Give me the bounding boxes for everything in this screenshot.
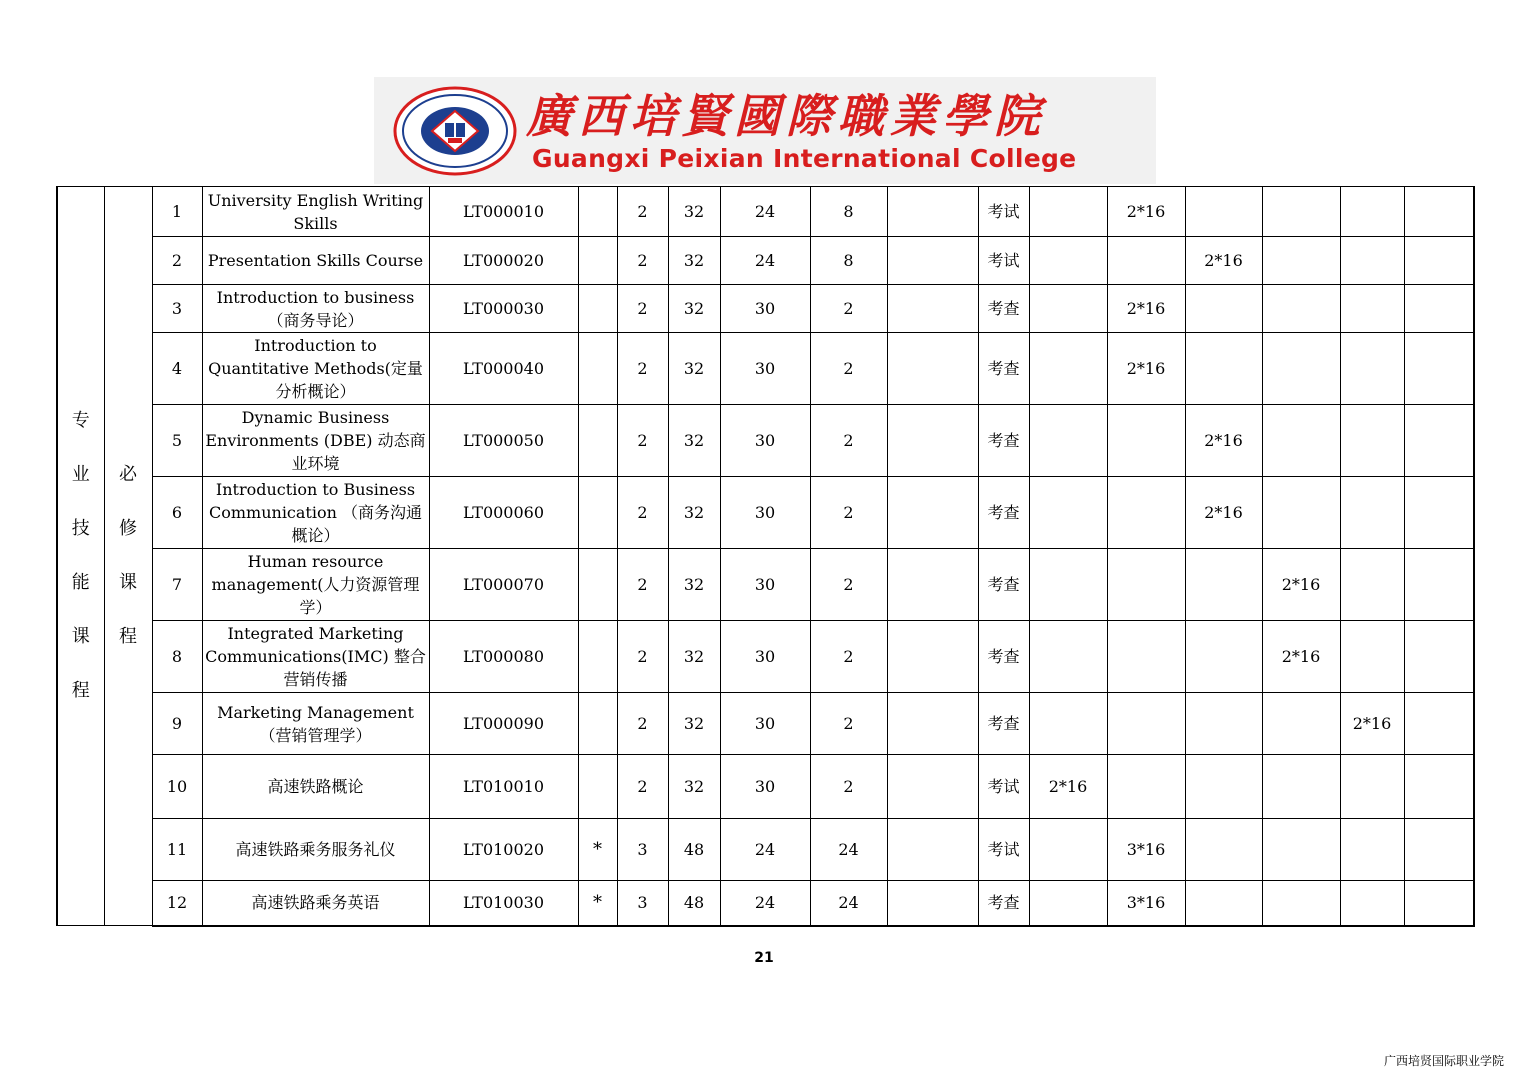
semester-3-cell [1185,187,1262,237]
table-row [57,333,1474,405]
extra-cell [887,477,978,549]
core-mark [578,477,617,549]
course-code: LT000030 [429,285,578,333]
row-number: 9 [152,693,202,755]
total-hours-cell: 32 [668,549,720,621]
credit-cell: 2 [617,549,668,621]
semester-2-cell: 3*16 [1107,881,1185,926]
college-name-english: Guangxi Peixian International College [532,144,1077,173]
course-code: LT000040 [429,333,578,405]
core-mark [578,549,617,621]
category-label: 专业技能课程 [71,410,90,701]
total-hours-cell: 32 [668,477,720,549]
semester-2-cell [1107,477,1185,549]
practice-hours-cell: 2 [810,693,887,755]
subcategory-label: 必修课程 [119,464,137,647]
total-hours-cell: 32 [668,621,720,693]
row-number: 8 [152,621,202,693]
row-number: 6 [152,477,202,549]
course-code: LT000020 [429,237,578,285]
course-name: Human resource management(人力资源管理学） [202,549,429,621]
footer-text: 广西培贤国际职业学院 [1383,1054,1504,1068]
semester-1-cell [1029,477,1107,549]
course-code: LT000080 [429,621,578,693]
semester-5-cell [1340,187,1404,237]
core-mark [578,693,617,755]
course-code: LT010020 [429,819,578,881]
semester-5-cell [1340,405,1404,477]
semester-1-cell [1029,187,1107,237]
credit-cell: 2 [617,621,668,693]
college-seal-icon [392,85,518,177]
semester-5-cell [1340,549,1404,621]
core-mark [578,237,617,285]
core-mark [578,333,617,405]
semester-6-cell [1404,549,1474,621]
semester-3-cell [1185,819,1262,881]
course-name: Introduction to business（商务导论） [202,285,429,333]
assessment-cell: 考查 [978,621,1029,693]
semester-3-cell [1185,285,1262,333]
theory-hours-cell: 30 [720,285,810,333]
core-mark [578,755,617,819]
course-code: LT000070 [429,549,578,621]
table-row [57,693,1474,755]
course-code: LT000090 [429,693,578,755]
semester-1-cell [1029,285,1107,333]
theory-hours-cell: 30 [720,755,810,819]
assessment-cell: 考查 [978,881,1029,926]
semester-5-cell: 2*16 [1340,693,1404,755]
total-hours-cell: 32 [668,187,720,237]
semester-4-cell [1262,285,1340,333]
credit-cell: 2 [617,405,668,477]
semester-3-cell: 2*16 [1185,405,1262,477]
semester-6-cell [1404,621,1474,693]
total-hours-cell: 32 [668,755,720,819]
extra-cell [887,621,978,693]
extra-cell [887,693,978,755]
assessment-cell: 考查 [978,405,1029,477]
course-table [56,186,1475,927]
row-number: 5 [152,405,202,477]
semester-3-cell: 2*16 [1185,237,1262,285]
course-code: LT010030 [429,881,578,926]
table-row [57,187,1474,237]
table-row [57,621,1474,693]
extra-cell [887,755,978,819]
semester-2-cell [1107,405,1185,477]
semester-1-cell [1029,549,1107,621]
core-mark [578,285,617,333]
table-row [57,549,1474,621]
semester-6-cell [1404,881,1474,926]
semester-1-cell: 2*16 [1029,755,1107,819]
semester-5-cell [1340,333,1404,405]
practice-hours-cell: 2 [810,477,887,549]
semester-2-cell: 2*16 [1107,333,1185,405]
semester-1-cell [1029,819,1107,881]
page-number: 21 [754,950,774,966]
total-hours-cell: 32 [668,333,720,405]
table-row [57,285,1474,333]
core-mark: * [578,819,617,881]
semester-3-cell [1185,881,1262,926]
theory-hours-cell: 30 [720,621,810,693]
theory-hours-cell: 24 [720,819,810,881]
extra-cell [887,549,978,621]
semester-4-cell: 2*16 [1262,549,1340,621]
practice-hours-cell: 2 [810,621,887,693]
table-row [57,237,1474,285]
course-name: Introduction to Quantitative Methods(定量分析概论） [202,333,429,405]
course-name: Dynamic Business Environments (DBE) 动态商业环境 [202,405,429,477]
assessment-cell: 考查 [978,333,1029,405]
assessment-cell: 考查 [978,693,1029,755]
semester-5-cell [1340,755,1404,819]
row-number: 1 [152,187,202,237]
practice-hours-cell: 2 [810,755,887,819]
semester-5-cell [1340,237,1404,285]
row-number: 7 [152,549,202,621]
assessment-cell: 考试 [978,187,1029,237]
subcategory-cell [104,187,152,926]
semester-6-cell [1404,285,1474,333]
semester-4-cell [1262,237,1340,285]
semester-4-cell: 2*16 [1262,621,1340,693]
table-row [57,819,1474,881]
credit-cell: 2 [617,285,668,333]
credit-cell: 2 [617,333,668,405]
semester-2-cell [1107,549,1185,621]
credit-cell: 2 [617,477,668,549]
course-name: 高速铁路概论 [202,755,429,819]
course-name: Presentation Skills Course [202,237,429,285]
theory-hours-cell: 30 [720,549,810,621]
semester-6-cell [1404,405,1474,477]
semester-2-cell: 2*16 [1107,187,1185,237]
practice-hours-cell: 2 [810,333,887,405]
course-name: University English Writing Skills [202,187,429,237]
college-name-chinese: 廣西培賢國際職業學院 [526,89,1046,143]
row-number: 12 [152,881,202,926]
row-number: 4 [152,333,202,405]
semester-6-cell [1404,477,1474,549]
semester-4-cell [1262,819,1340,881]
semester-3-cell [1185,693,1262,755]
theory-hours-cell: 24 [720,237,810,285]
course-name: Introduction to Business Communication （商务沟通概论） [202,477,429,549]
credit-cell: 2 [617,187,668,237]
semester-4-cell [1262,693,1340,755]
semester-6-cell [1404,237,1474,285]
table-row [57,881,1474,926]
core-mark [578,187,617,237]
credit-cell: 3 [617,819,668,881]
semester-5-cell [1340,819,1404,881]
row-number: 11 [152,819,202,881]
row-number: 2 [152,237,202,285]
semester-3-cell [1185,549,1262,621]
practice-hours-cell: 8 [810,237,887,285]
extra-cell [887,285,978,333]
college-banner [374,77,1156,184]
semester-1-cell [1029,881,1107,926]
core-mark [578,621,617,693]
total-hours-cell: 48 [668,819,720,881]
total-hours-cell: 32 [668,285,720,333]
semester-1-cell [1029,621,1107,693]
credit-cell: 2 [617,693,668,755]
semester-2-cell [1107,755,1185,819]
assessment-cell: 考查 [978,477,1029,549]
extra-cell [887,819,978,881]
semester-2-cell [1107,621,1185,693]
theory-hours-cell: 24 [720,881,810,926]
theory-hours-cell: 30 [720,405,810,477]
course-name: 高速铁路乘务英语 [202,881,429,926]
practice-hours-cell: 2 [810,405,887,477]
semester-2-cell [1107,693,1185,755]
practice-hours-cell: 8 [810,187,887,237]
semester-4-cell [1262,881,1340,926]
semester-2-cell: 3*16 [1107,819,1185,881]
semester-5-cell [1340,285,1404,333]
theory-hours-cell: 24 [720,187,810,237]
semester-2-cell: 2*16 [1107,285,1185,333]
semester-1-cell [1029,693,1107,755]
total-hours-cell: 48 [668,881,720,926]
practice-hours-cell: 24 [810,819,887,881]
theory-hours-cell: 30 [720,333,810,405]
total-hours-cell: 32 [668,693,720,755]
total-hours-cell: 32 [668,405,720,477]
assessment-cell: 考试 [978,237,1029,285]
semester-3-cell [1185,755,1262,819]
semester-3-cell [1185,621,1262,693]
credit-cell: 3 [617,881,668,926]
course-code: LT000050 [429,405,578,477]
course-name: Marketing Management（营销管理学） [202,693,429,755]
semester-6-cell [1404,187,1474,237]
course-name: 高速铁路乘务服务礼仪 [202,819,429,881]
semester-3-cell [1185,333,1262,405]
extra-cell [887,333,978,405]
table-row [57,405,1474,477]
row-number: 10 [152,755,202,819]
category-cell [57,187,104,926]
course-code: LT000010 [429,187,578,237]
practice-hours-cell: 2 [810,549,887,621]
assessment-cell: 考查 [978,285,1029,333]
semester-4-cell [1262,405,1340,477]
semester-4-cell [1262,187,1340,237]
assessment-cell: 考试 [978,819,1029,881]
semester-6-cell [1404,755,1474,819]
semester-6-cell [1404,693,1474,755]
row-number: 3 [152,285,202,333]
extra-cell [887,405,978,477]
semester-1-cell [1029,333,1107,405]
theory-hours-cell: 30 [720,693,810,755]
assessment-cell: 考查 [978,549,1029,621]
theory-hours-cell: 30 [720,477,810,549]
table-row [57,755,1474,819]
semester-4-cell [1262,477,1340,549]
core-mark: * [578,881,617,926]
assessment-cell: 考试 [978,755,1029,819]
credit-cell: 2 [617,755,668,819]
semester-1-cell [1029,237,1107,285]
extra-cell [887,881,978,926]
semester-5-cell [1340,621,1404,693]
semester-3-cell: 2*16 [1185,477,1262,549]
course-code: LT010010 [429,755,578,819]
semester-6-cell [1404,819,1474,881]
semester-4-cell [1262,755,1340,819]
core-mark [578,405,617,477]
course-code: LT000060 [429,477,578,549]
practice-hours-cell: 24 [810,881,887,926]
semester-5-cell [1340,477,1404,549]
practice-hours-cell: 2 [810,285,887,333]
total-hours-cell: 32 [668,237,720,285]
extra-cell [887,237,978,285]
credit-cell: 2 [617,237,668,285]
course-name: Integrated Marketing Communications(IMC) 整合营销传播 [202,621,429,693]
semester-5-cell [1340,881,1404,926]
semester-6-cell [1404,333,1474,405]
semester-2-cell [1107,237,1185,285]
semester-4-cell [1262,333,1340,405]
extra-cell [887,187,978,237]
semester-1-cell [1029,405,1107,477]
table-row [57,477,1474,549]
